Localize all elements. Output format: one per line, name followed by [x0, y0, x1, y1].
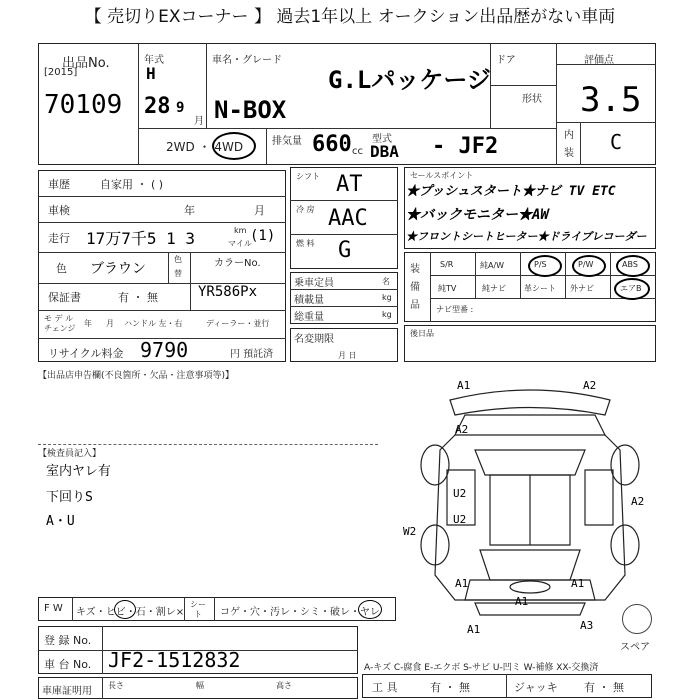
inspector-line-3: A・U [46, 514, 75, 529]
displacement-value: 660 [312, 132, 352, 157]
capacity-label: 乗車定員 [294, 278, 334, 289]
score-value: 3.5 [580, 80, 642, 120]
type-prefix: DBA [370, 142, 399, 161]
equip-abs: ABS [622, 260, 638, 269]
damage-legend: A-キズ C-腐食 E-エクボ S-サビ U-凹ミ W-補修 XX-交換済 [364, 663, 599, 673]
model-change-label-1: モ デ ル [44, 314, 74, 323]
equip-airbag: エアB [620, 284, 642, 293]
seat-items: コゲ・穴・汚レ・シミ・破レ・ヤレ [220, 607, 380, 618]
gross-label: 総重量 [294, 312, 324, 323]
equip-navi: 純ナビ [482, 284, 506, 293]
spare-tire-icon [622, 604, 652, 634]
gross-unit: kg [382, 310, 392, 319]
displacement-label: 排気量 [272, 136, 302, 147]
reg-change-label: 名変期限 [294, 334, 334, 345]
dim-height: 高さ [276, 681, 292, 690]
fw-label: F W [44, 603, 63, 614]
inspector-label: 【検査員記入】 [38, 449, 102, 459]
repaint-label-2: 替 [174, 269, 182, 278]
shape-label: 形状 [522, 94, 542, 105]
history-value: 自家用 ・ ( ) [100, 178, 164, 191]
interior-value: C [610, 130, 623, 154]
shift-label: シフト [296, 172, 320, 181]
equip-abs-circle [616, 255, 650, 277]
diagram-mark-a1-rear-center: A1 [515, 595, 529, 608]
car-damage-diagram [395, 375, 665, 640]
retrofit-block [404, 325, 656, 362]
diagram-mark-a3-rear: A3 [580, 619, 594, 632]
retrofit-label: 後日品 [410, 329, 434, 338]
reg-change-unit: 月 日 [338, 351, 357, 360]
drive-4wd-circle [212, 132, 256, 160]
warranty-value: 有 ・ 無 [118, 291, 158, 304]
lot-year-stamp: [2015] [44, 67, 78, 78]
tools-label: 工 具 [372, 681, 398, 694]
seat-label-2: ト [194, 610, 202, 619]
fw-stone-circle [114, 600, 136, 619]
recycle-label: リサイクル料金 [48, 347, 124, 360]
equipment-label-3: 品 [410, 300, 420, 311]
car-grade: G.Lパッケージ [328, 66, 491, 94]
warranty-label: 保証書 [48, 291, 81, 304]
equipment-label-2: 備 [410, 282, 420, 293]
drive-options: 2WD ・ 4WD [166, 140, 244, 154]
page-title: 【 売切りEXコーナー 】 過去1年以上 オークション出品歴がない車両 [84, 7, 616, 27]
equip-airbag-circle [614, 278, 650, 300]
capacity-unit: 名 [382, 277, 390, 286]
equip-ext-navi: 外ナビ [570, 284, 594, 293]
equip-ps: P/S [534, 260, 547, 269]
inspector-line-2: 下回りS [46, 490, 93, 505]
score-label: 評価点 [584, 55, 614, 66]
inspection-year-unit: 年 [184, 204, 195, 217]
spare-label: スペア [620, 642, 650, 653]
sales-point-line-3: ★フロントシートヒーター★ドライブレコーダー [406, 230, 647, 243]
diagram-mark-a1-rear-right: A1 [571, 577, 585, 590]
equip-pw-circle [572, 255, 606, 277]
type-code: - JF2 [432, 134, 499, 159]
diagram-mark-a2-front: A2 [455, 423, 469, 436]
mileage-unit-km: km [234, 226, 247, 235]
equip-tv: 純TV [438, 284, 457, 293]
equip-ps-circle [528, 255, 562, 277]
jack-label: ジャッキ [514, 681, 558, 694]
load-unit: kg [382, 293, 392, 302]
sales-point-line-2: ★バックモニター★AW [406, 207, 549, 223]
diagram-mark-a2-right: A2 [631, 495, 645, 508]
chassis-number: JF2-1512832 [108, 648, 241, 672]
car-model: N-BOX [214, 96, 287, 124]
shift-value: AT [336, 172, 363, 197]
month-value: 9 [176, 100, 185, 116]
diagram-mark-a1-front-left: A1 [457, 379, 471, 392]
sales-point-line-1: ★プッシュスタート★ナビ TV ETC [406, 184, 616, 199]
diagram-mark-u2-door-2: U2 [453, 513, 467, 526]
seat-yare-circle [358, 600, 382, 619]
model-change-label-2: チェンジ [44, 324, 76, 333]
equip-sr: S/R [440, 260, 454, 269]
fuel-value: G [338, 238, 352, 263]
history-label: 車歴 [48, 178, 70, 191]
inspection-label: 車検 [48, 204, 70, 217]
model-change-handle: ハンドル 左・右 [124, 319, 183, 328]
fuel-label: 燃 料 [296, 239, 315, 248]
ac-value: AAC [328, 206, 368, 231]
lot-number: 70109 [44, 90, 123, 120]
color-value: ブラウン [90, 261, 146, 277]
type-label: 型式 [372, 134, 392, 145]
equip-leather: 革シート [524, 284, 556, 293]
car-name-label: 車名・グレード [212, 55, 282, 66]
repaint-label-1: 色 [174, 255, 182, 264]
mileage-unit-mile: マイル [228, 239, 252, 248]
mileage-extra: (1) [250, 228, 276, 244]
displacement-unit: cc [352, 146, 363, 157]
dim-width: 幅 [196, 681, 204, 690]
diagram-mark-a1-bumper: A1 [467, 623, 481, 636]
tools-value: 有 ・ 無 [430, 681, 470, 694]
diagram-mark-u2-door-1: U2 [453, 487, 467, 500]
equip-navi-model: ナビ型番 : [436, 305, 474, 314]
diagram-mark-a1-rear-left: A1 [455, 577, 469, 590]
model-change-month: 月 [106, 319, 114, 328]
diagram-mark-a2-front-right: A2 [583, 379, 597, 392]
garage-cert-label: 車庫証明用 [42, 686, 92, 697]
jack-value: 有 ・ 無 [584, 681, 624, 694]
color-code-label: カラーNo. [214, 258, 261, 269]
mileage-value: 17万7千5 1 3 [86, 229, 196, 248]
equipment-label-1: 装 [410, 264, 420, 275]
recycle-value: 9790 [140, 338, 189, 362]
inspection-month-unit: 月 [254, 204, 265, 217]
color-code-value: YR586Px [198, 284, 258, 300]
notes-label: 【出品店申告欄(不良箇所・欠品・注意事項等)】 [38, 371, 235, 381]
lot-label: 出品No. [62, 56, 110, 71]
seat-label-1: シー [190, 600, 206, 609]
inspector-line-1: 室内ヤレ有 [46, 464, 111, 479]
dim-length: 長さ [108, 681, 124, 690]
chassis-label: 車 台 No. [44, 658, 92, 671]
model-change-year: 年 [84, 319, 92, 328]
door-label: ドア [496, 55, 516, 66]
month-unit: 月 [194, 116, 204, 127]
recycle-unit: 円 預託済 [230, 349, 274, 360]
model-change-dealer: ディーラー・並行 [206, 319, 270, 328]
interior-label-2: 装 [564, 148, 574, 159]
diagram-mark-w2-left: W2 [403, 525, 417, 538]
equip-pw: P/W [578, 260, 594, 269]
registration-label: 登 録 No. [44, 634, 92, 647]
interior-label-1: 内 [564, 130, 574, 141]
equip-aw: 純A/W [480, 261, 505, 270]
mileage-label: 走行 [48, 232, 70, 245]
year-value: 28 [144, 94, 171, 119]
sales-points-label: セールスポイント [410, 171, 474, 180]
ac-label: 冷 房 [296, 205, 315, 214]
year-era: H [146, 64, 156, 83]
fw-items: キズ・ヒビ・石・割レ× [76, 607, 185, 618]
year-label: 年式 [144, 55, 164, 66]
load-label: 積載量 [294, 295, 324, 306]
color-label: 色 [56, 262, 67, 275]
